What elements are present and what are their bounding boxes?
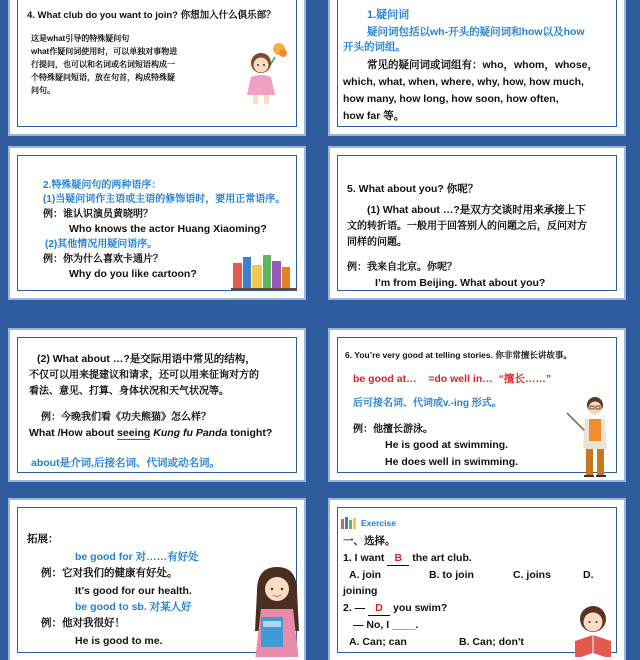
phrase-part: “擅长……” xyxy=(498,373,552,385)
highlighted-word: seeing xyxy=(117,427,151,439)
panel-heading: 4. What club do you want to join? 你想加入什么俱乐部？ xyxy=(27,10,276,21)
books-illustration xyxy=(231,251,299,291)
girl-holding-book-illustration xyxy=(243,561,304,660)
option-c[interactable]: C. joins xyxy=(513,569,551,581)
text-line: 不仅可以用来提建议和请求，还可以用来征询对方的 xyxy=(29,370,259,381)
text-line: 同样的问题。 xyxy=(347,237,407,248)
question-reply: — No, I ____. xyxy=(353,619,419,631)
example-english: He is good to me. xyxy=(75,635,163,647)
option-d-text: joining xyxy=(343,585,378,597)
panel-heading: 5. What about you? 你呢？ xyxy=(347,183,479,195)
text-line: 个特殊疑问短语，放在句首，构成特殊疑 xyxy=(31,73,175,82)
girl-with-flowers-illustration xyxy=(235,37,291,107)
option-b[interactable]: B. to join xyxy=(429,569,474,581)
example-chinese: 例：我来自北京。你呢？ xyxy=(347,262,457,273)
example-part: tonight? xyxy=(227,427,273,439)
slide-panel-what-about-usage xyxy=(10,330,304,480)
note-text: 后可接名词、代词或v.-ing 形式。 xyxy=(353,398,502,409)
rule-text: (2)其他情况用疑问语序。 xyxy=(45,239,158,250)
teacher-with-pointer-illustration xyxy=(565,391,615,480)
example-chinese: 例：你为什么喜欢卡通片？ xyxy=(43,254,163,265)
example-english: He does well in swimming. xyxy=(385,456,519,468)
example-english: He is good at swimming. xyxy=(385,439,509,451)
text-line: 疑问词包括以wh-开头的疑问词和how以及how xyxy=(367,26,585,38)
movie-title: Kung fu Panda xyxy=(150,427,228,439)
note-text: about是介词,后接名词、代词或动名词。 xyxy=(31,457,220,469)
exercise-label: Exercise xyxy=(361,518,396,528)
text-line: how far 等。 xyxy=(343,110,405,122)
phrase-highlight: be good to sb. 对某人好 xyxy=(75,601,192,613)
example-english: Who knows the actor Huang Xiaoming? xyxy=(69,223,267,235)
text-line: how many, how long, how soon, how often, xyxy=(343,93,559,105)
question-2 xyxy=(343,602,447,616)
example-chinese: 例：他擅长游泳。 xyxy=(353,424,433,435)
text-line: 问句。 xyxy=(31,86,55,95)
slide-panel-question-words xyxy=(330,0,624,134)
slide-panel-what-about-you xyxy=(330,148,624,298)
text-line: 看法、意见、打算、身体状况和天气状况等。 xyxy=(29,386,229,397)
books-stack-icon xyxy=(341,517,357,529)
text-line: 行提问，也可以和名词或名词短语构成一 xyxy=(31,60,175,69)
option-a[interactable]: A. join xyxy=(349,569,382,581)
phrase-highlight xyxy=(353,373,551,386)
phrase-part: =do well in… xyxy=(428,373,493,385)
text-line: what作疑问词使用时，可以单独对事物进 xyxy=(31,47,178,56)
text-line: (2) What about …?是交际用语中常见的结构， xyxy=(37,353,256,365)
question-text: the art club. xyxy=(409,552,472,564)
example-english: It’s good for our health. xyxy=(75,585,192,597)
slide-panel-good-at xyxy=(330,330,624,480)
panel-heading: 1.疑问词 xyxy=(367,9,410,21)
phrase-highlight: be good for 对……有好处 xyxy=(75,551,199,563)
example-part: What /How about xyxy=(29,427,118,439)
example-english: Why do you like cartoon? xyxy=(69,268,197,280)
section-title: 一、选择。 xyxy=(343,535,396,547)
option-a[interactable]: A. Can; can xyxy=(349,636,407,648)
panel-heading: 2.特殊疑问句的两种语序： xyxy=(43,180,162,191)
girl-reading-illustration xyxy=(565,601,621,660)
slide-panel-what-club xyxy=(10,0,304,134)
slide-panel-extension xyxy=(10,500,304,660)
question-text: 1. I want xyxy=(343,552,388,564)
example-english: I’m from Beijing. What about you? xyxy=(375,277,546,289)
text-line: 文的转折语。一般用于回答别人的问题之后，反问对方 xyxy=(347,221,587,232)
text-line: 这是what引导的特殊疑问句 xyxy=(31,34,130,43)
question-text: you swim? xyxy=(390,602,448,614)
example-chinese: 例：谁认识演员黄晓明？ xyxy=(43,209,153,220)
example-chinese: 例：他对我很好！ xyxy=(41,617,125,629)
example-english xyxy=(29,427,272,440)
phrase-part: be good at… xyxy=(353,373,417,385)
slide-panel-word-order xyxy=(10,148,304,298)
example-chinese: 例：它对我们的健康有好处。 xyxy=(41,567,178,579)
question-text: 2. — xyxy=(343,602,369,614)
text-line: 开头的词组。 xyxy=(343,41,406,53)
answer-blank[interactable]: B xyxy=(387,552,409,566)
option-b[interactable]: B. Can; don't xyxy=(459,636,524,648)
panel-heading: 拓展： xyxy=(27,533,59,545)
text-line: which, what, when, where, why, how, how much, xyxy=(343,76,584,88)
text-line: 常见的疑问词或词组有：who，whom，whose， xyxy=(367,59,598,71)
answer-blank[interactable]: D xyxy=(368,602,390,616)
slide-panel-exercise xyxy=(330,500,624,660)
rule-text: (1)当疑问词作主语或主语的修饰语时，要用正常语序。 xyxy=(43,194,286,205)
text-line: (1) What about …?是双方交谈时用来承接上下 xyxy=(367,204,586,216)
option-d[interactable]: D. xyxy=(583,569,594,581)
example-chinese: 例：今晚我们看《功夫熊猫》怎么样？ xyxy=(41,412,211,423)
question-1 xyxy=(343,552,472,566)
panel-heading: 6. You’re very good at telling stories. 你非常擅长讲故事。 xyxy=(345,350,572,360)
